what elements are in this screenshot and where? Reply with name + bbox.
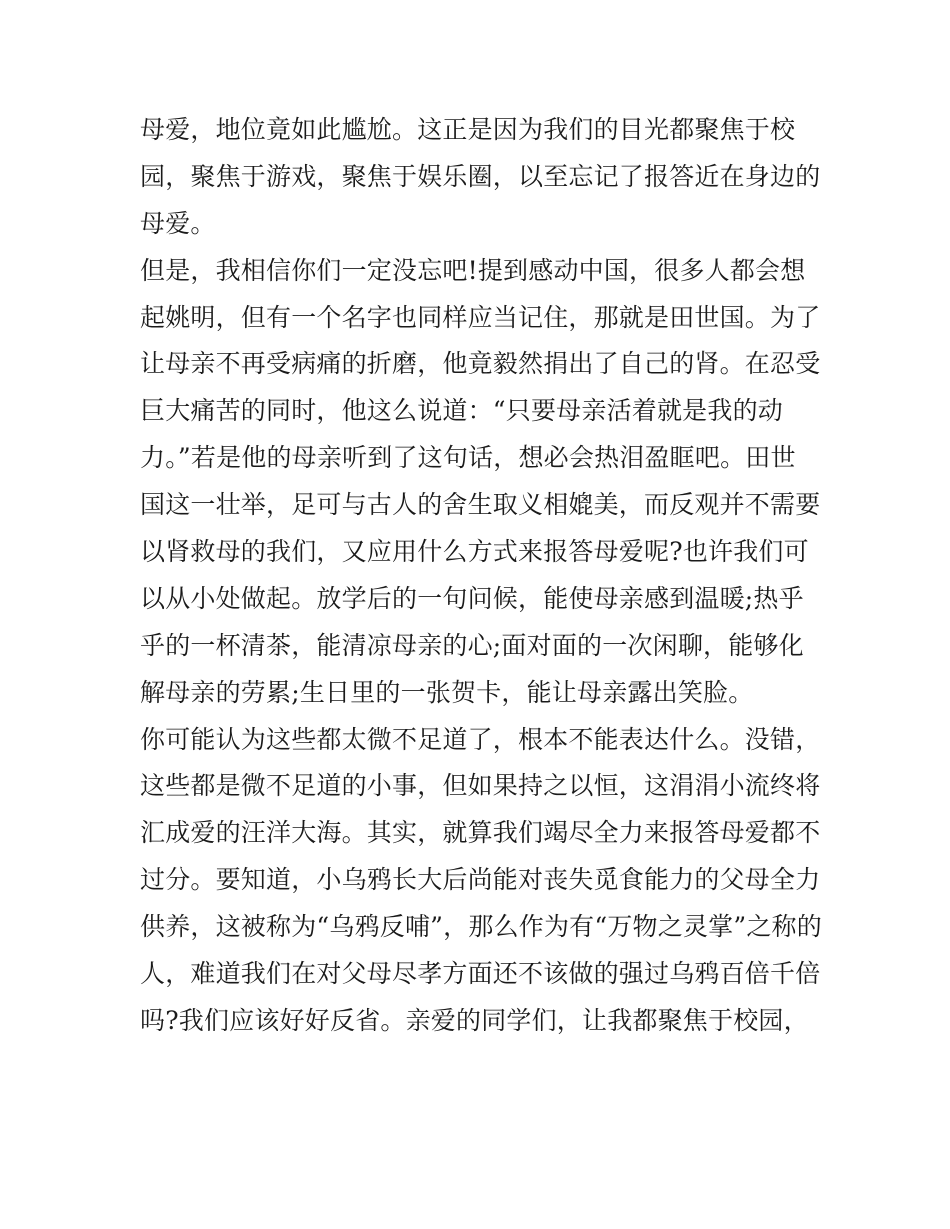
text-line: 巨大痛苦的同时，他这么说道：“只要母亲活着就是我的动 bbox=[140, 396, 783, 426]
text-line: 解母亲的劳累;生日里的一张贺卡，能让母亲露出笑脸。 bbox=[140, 677, 754, 707]
text-line: 园，聚焦于游戏，聚焦于娱乐圈，以至忘记了报答近在身边的 bbox=[140, 161, 821, 191]
text-line: 过分。要知道，小乌鸦长大后尚能对丧失觅食能力的父母全力 bbox=[140, 865, 821, 895]
text-line: 让母亲不再受病痛的折磨，他竟毅然捐出了自己的肾。在忍受 bbox=[140, 349, 821, 379]
text-line: 起姚明，但有一个名字也同样应当记住，那就是田世国。为了 bbox=[140, 302, 821, 332]
text-line: 人，难道我们在对父母尽孝方面还不该做的强过乌鸦百倍千倍 bbox=[140, 959, 821, 989]
text-line: 这些都是微不足道的小事，但如果持之以恒，这涓涓小流终将 bbox=[140, 771, 821, 801]
body-text bbox=[140, 107, 830, 1045]
text-line: 汇成爱的汪洋大海。其实，就算我们竭尽全力来报答母爱都不 bbox=[140, 818, 821, 848]
text-line: 母爱。 bbox=[140, 208, 216, 238]
text-line: 乎的一杯清茶，能清凉母亲的心;面对面的一次闲聊，能够化 bbox=[140, 630, 804, 660]
text-line: 但是，我相信你们一定没忘吧!提到感动中国，很多人都会想 bbox=[140, 255, 806, 285]
text-line: 力。”若是他的母亲听到了这句话，想必会热泪盈眶吧。田世 bbox=[140, 443, 796, 473]
text-line: 以从小处做起。放学后的一句问候，能使母亲感到温暖;热乎 bbox=[140, 583, 804, 613]
text-line: 以肾救母的我们，又应用什么方式来报答母爱呢?也许我们可 bbox=[140, 537, 809, 567]
text-line: 供养，这被称为“乌鸦反哺”，那么作为有“万物之灵掌”之称的 bbox=[140, 912, 822, 942]
text-line: 你可能认为这些都太微不足道了，根本不能表达什么。没错， bbox=[140, 724, 821, 754]
text-line: 国这一壮举，足可与古人的舍生取义相媲美，而反观并不需要 bbox=[140, 490, 821, 520]
text-line: 母爱，地位竟如此尴尬。这正是因为我们的目光都聚焦于校 bbox=[140, 115, 796, 144]
text-line: 吗?我们应该好好反省。亲爱的同学们，让我都聚焦于校园， bbox=[140, 1005, 809, 1035]
